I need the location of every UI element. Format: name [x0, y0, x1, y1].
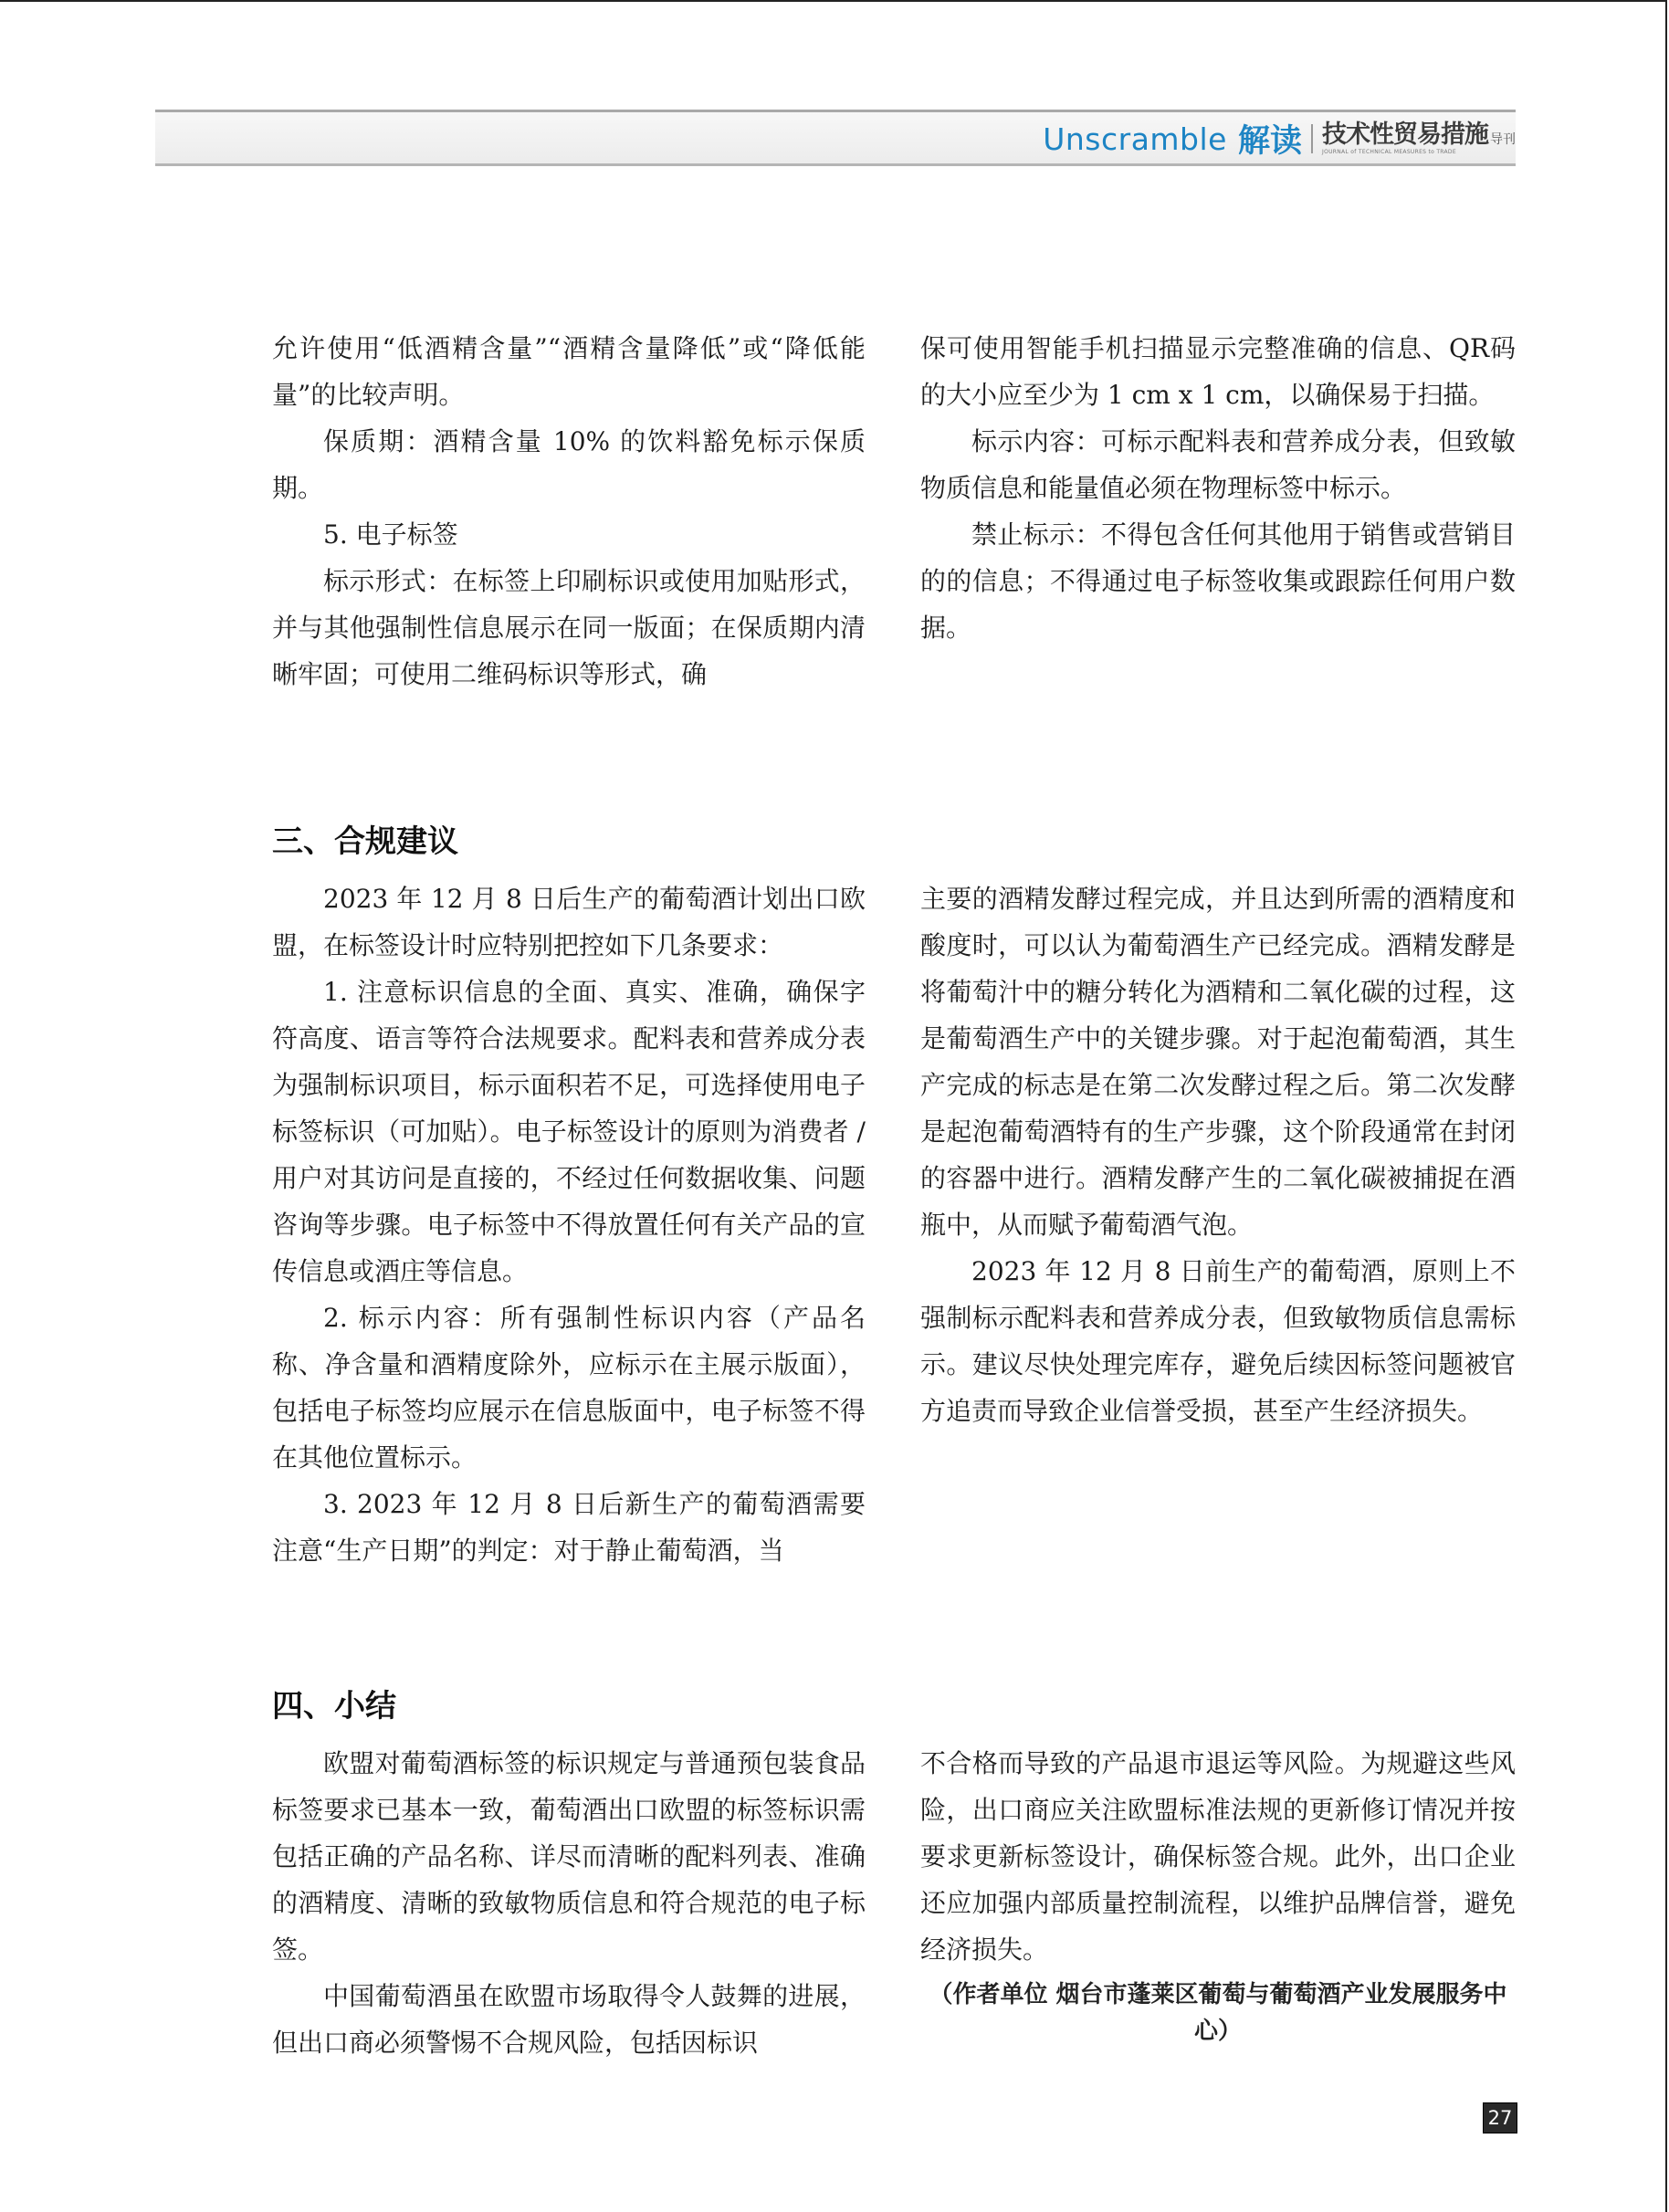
paragraph: 不合格而导致的产品退市退运等风险。为规避这些风险，出口商应关注欧盟标准法规的更新修订情况并按要求更新标签设计，确保标签合规。此外，出口企业还应加强内部质量控制流程，以维护品牌信誉，避免经济损失。	[920, 1748, 1516, 1965]
section4-left-column	[272, 1740, 866, 2066]
author-affiliation: （作者单位 烟台市蓬莱区葡萄与葡萄酒产业发展服务中心）	[929, 1981, 1507, 2045]
paragraph: 2. 标示内容：所有强制性标识内容（产品名称、净含量和酒精度除外，应标示在主展示版面），包括电子标签均应展示在信息版面中，电子标签不得在其他位置标示。	[272, 1303, 866, 1473]
paragraph: 中国葡萄酒虽在欧盟市场取得令人鼓舞的进展，但出口商必须警惕不合规风险，包括因标识	[272, 1981, 866, 2058]
paragraph: 禁止标示：不得包含任何其他用于销售或营销目的的信息；不得通过电子标签收集或跟踪任何用户数据。	[920, 519, 1516, 643]
header-divider	[1311, 124, 1313, 153]
paragraph: 标示内容：可标示配料表和营养成分表，但致敏物质信息和能量值必须在物理标签中标示。	[920, 426, 1516, 503]
section-label-cn: 解读	[1237, 123, 1302, 160]
header-rule-bottom	[155, 163, 1516, 166]
paragraph: 允许使用“低酒精含量”“酒精含量降低”或“降低能量”的比较声明。	[272, 333, 866, 410]
paragraph: 标示形式：在标签上印刷标识或使用加贴形式，并与其他强制性信息展示在同一版面；在保质期内清晰牢固；可使用二维码标识等形式，确	[272, 566, 866, 689]
section-label-en: Unscramble	[1043, 121, 1227, 157]
section4-right-column	[920, 1740, 1516, 2050]
journal-title: 技术性贸易措施	[1322, 121, 1488, 149]
paragraph: 保可使用智能手机扫描显示完整准确的信息、QR码的大小应至少为 1 cm x 1 cm，以确保易于扫描。	[920, 333, 1516, 410]
paragraph: 2023 年 12 月 8 日前生产的葡萄酒，原则上不强制标示配料表和营养成分表，但致敏物质信息需标示。建议尽快处理完库存，避免后续因标签问题被官方追责而导致企业信誉受损，甚至产生经济损失。	[920, 1256, 1516, 1426]
section-heading-compliance: 三、合规建议	[272, 823, 458, 860]
paragraph: 保质期：酒精含量 10% 的饮料豁免标示保质期。	[272, 426, 866, 503]
running-header	[1043, 117, 1516, 161]
section3-left-column	[272, 875, 866, 1574]
journal-logo	[1322, 121, 1516, 156]
paragraph: 欧盟对葡萄酒标签的标识规定与普通预包装食品标签要求已基本一致，葡萄酒出口欧盟的标签标识需包括正确的产品名称、详尽而清晰的配料列表、准确的酒精度、清晰的致敏物质信息和符合规范的电子标签。	[272, 1748, 866, 1965]
paragraph: 3. 2023 年 12 月 8 日后新生产的葡萄酒需要注意“生产日期”的判定：对于静止葡萄酒，当	[272, 1489, 866, 1566]
section3-right-column	[920, 875, 1516, 1434]
section-heading-summary: 四、小结	[272, 1688, 396, 1725]
paragraph: 主要的酒精发酵过程完成，并且达到所需的酒精度和酸度时，可以认为葡萄酒生产已经完成。酒精发酵是将葡萄汁中的糖分转化为酒精和二氧化碳的过程，这是葡萄酒生产中的关键步骤。对于起泡葡萄酒，其生产完成的标志是在第二次发酵过程之后。第二次发酵是起泡葡萄酒特有的生产步骤，这个阶段通常在封闭的容器中进行。酒精发酵产生的二氧化碳被捕捉在酒瓶中，从而赋予葡萄酒气泡。	[920, 884, 1516, 1240]
top-right-column	[920, 325, 1516, 651]
journal-title-suffix: 导刊	[1490, 132, 1516, 147]
subheading: 5. 电子标签	[323, 519, 458, 550]
paragraph: 2023 年 12 月 8 日后生产的葡萄酒计划出口欧盟，在标签设计时应特别把控如下几条要求：	[272, 884, 866, 960]
top-left-column	[272, 325, 866, 697]
journal-title-en: JOURNAL of TECHNICAL MEASURES to TRADE	[1322, 149, 1456, 155]
page-number: 27	[1483, 2102, 1517, 2133]
paragraph: 1. 注意标识信息的全面、真实、准确，确保字符高度、语言等符合法规要求。配料表和营养成分表为强制标识项目，标示面积若不足，可选择使用电子标签标识（可加贴）。电子标签设计的原则为消费者 / 用户对其访问是直接的，不经过任何数据收集、问题咨询等步骤。电子标签中不得放置任何有关产品的宣传信息或酒庄等信息。	[272, 977, 866, 1286]
